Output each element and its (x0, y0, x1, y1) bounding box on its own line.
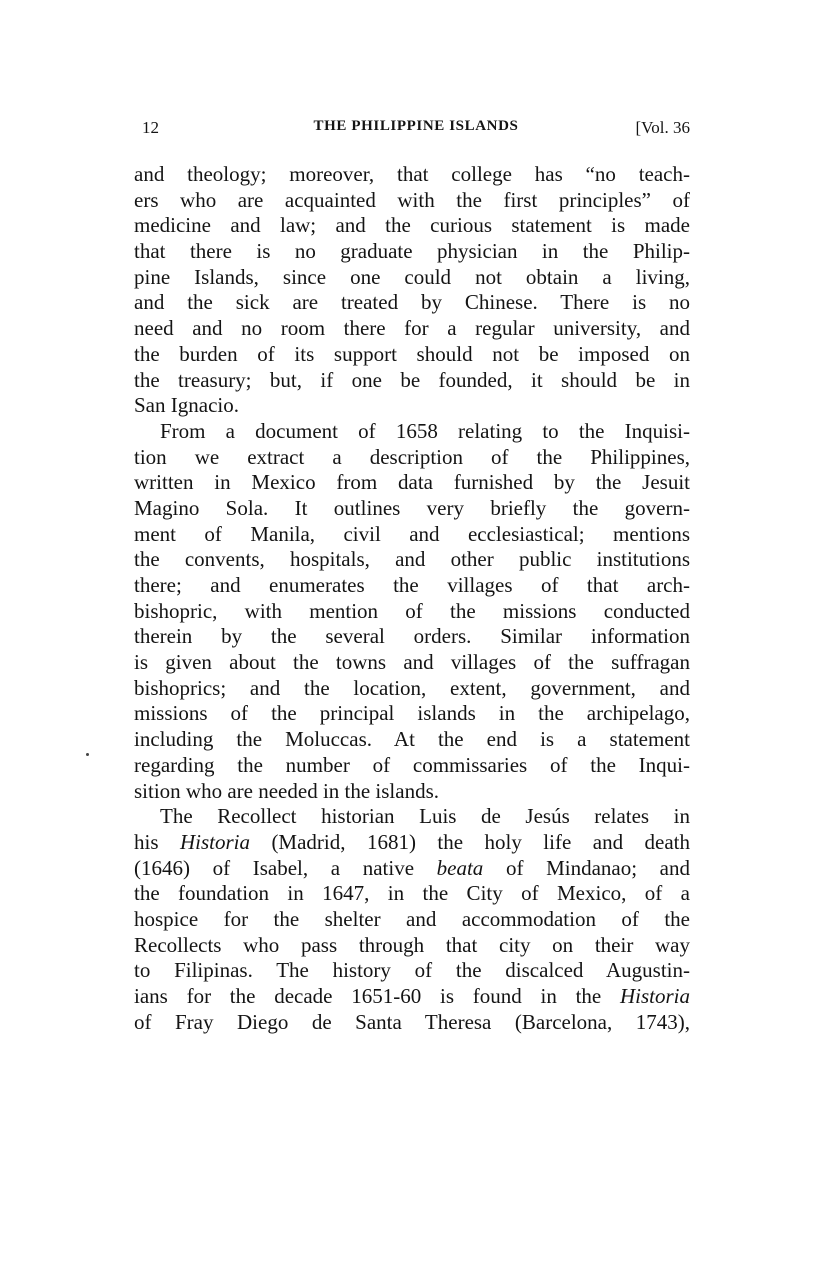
running-title: THE PHILIPPINE ISLANDS (313, 118, 519, 134)
text-fragment: his (134, 829, 180, 854)
running-header (142, 118, 690, 146)
text-line: San Ignacio. (134, 393, 239, 418)
text-line: pine Islands, since one could not obtain a living, (134, 264, 690, 289)
text-line: bishoprics; and the location, extent, government, and (134, 675, 690, 700)
text-line: regarding the number of commissaries of the Inqui- (134, 752, 690, 777)
text-line: of Fray Diego de Santa Theresa (Barcelona, 1743), (134, 1009, 690, 1034)
text-line: and theology; moreover, that college has “no teach- (134, 162, 690, 186)
text-line: therein by the several orders. Similar information (134, 624, 690, 649)
volume-label: [Vol. 36 (635, 118, 690, 137)
text-line: ment of Manila, civil and ecclesiastical; mentions (134, 521, 690, 546)
text-line: need and no room there for a regular university, and (134, 316, 690, 341)
italic-term: beata (436, 855, 484, 880)
text-line: missions of the principal islands in the archipelago, (134, 701, 690, 726)
text-line (134, 830, 690, 856)
italic-title: Historia (179, 829, 250, 854)
text-line: the foundation in 1647, in the City of Mexico, of a (134, 881, 690, 906)
text-line (134, 856, 690, 882)
text-line: the burden of its support should not be imposed on (134, 341, 690, 366)
text-line: bishopric, with mention of the missions conducted (134, 598, 690, 623)
text-line: including the Moluccas. At the end is a statement (134, 727, 690, 752)
text-line: the convents, hospitals, and other public institutions (134, 547, 690, 572)
text-line: hospice for the shelter and accommodation of the (134, 906, 690, 931)
text-line: there; and enumerates the villages of that arch- (134, 573, 690, 597)
text-fragment: (Madrid, 1681) the holy life and death (249, 829, 690, 854)
text-line: Magino Sola. It outlines very briefly the govern- (134, 495, 690, 520)
text-line: written in Mexico from data furnished by the Jesuit (134, 470, 690, 495)
page-number: 12 (142, 118, 159, 137)
text-line: Recollects who pass through that city on their way (134, 932, 690, 957)
text-line: From a document of 1658 relating to the Inquisi- (160, 418, 690, 443)
text-fragment: of Mindanao; and (483, 855, 690, 880)
margin-mark (86, 753, 89, 756)
body-text (134, 162, 690, 1035)
italic-title: Historia (619, 984, 690, 1008)
text-line: The Recollect historian Luis de Jesús relates in (160, 804, 690, 829)
text-line: to Filipinas. The history of the discalced Augustin- (134, 958, 690, 983)
text-line: ers who are acquainted with the first principles” of (134, 187, 690, 212)
text-fragment: ians for the decade 1651-60 is found in the (134, 984, 620, 1008)
text-line: tion we extract a description of the Philippines, (134, 444, 690, 469)
text-line: medicine and law; and the curious statement is made (134, 213, 690, 238)
text-line: that there is no graduate physician in the Philip- (134, 239, 690, 264)
text-line: is given about the towns and villages of the suffragan (134, 650, 690, 675)
text-line (134, 984, 690, 1010)
text-line: sition who are needed in the islands. (134, 778, 440, 803)
text-line: and the sick are treated by Chinese. There is no (134, 290, 690, 315)
text-line: the treasury; but, if one be founded, it should be in (134, 367, 690, 392)
text-fragment: (1646) of Isabel, a native (134, 855, 437, 880)
